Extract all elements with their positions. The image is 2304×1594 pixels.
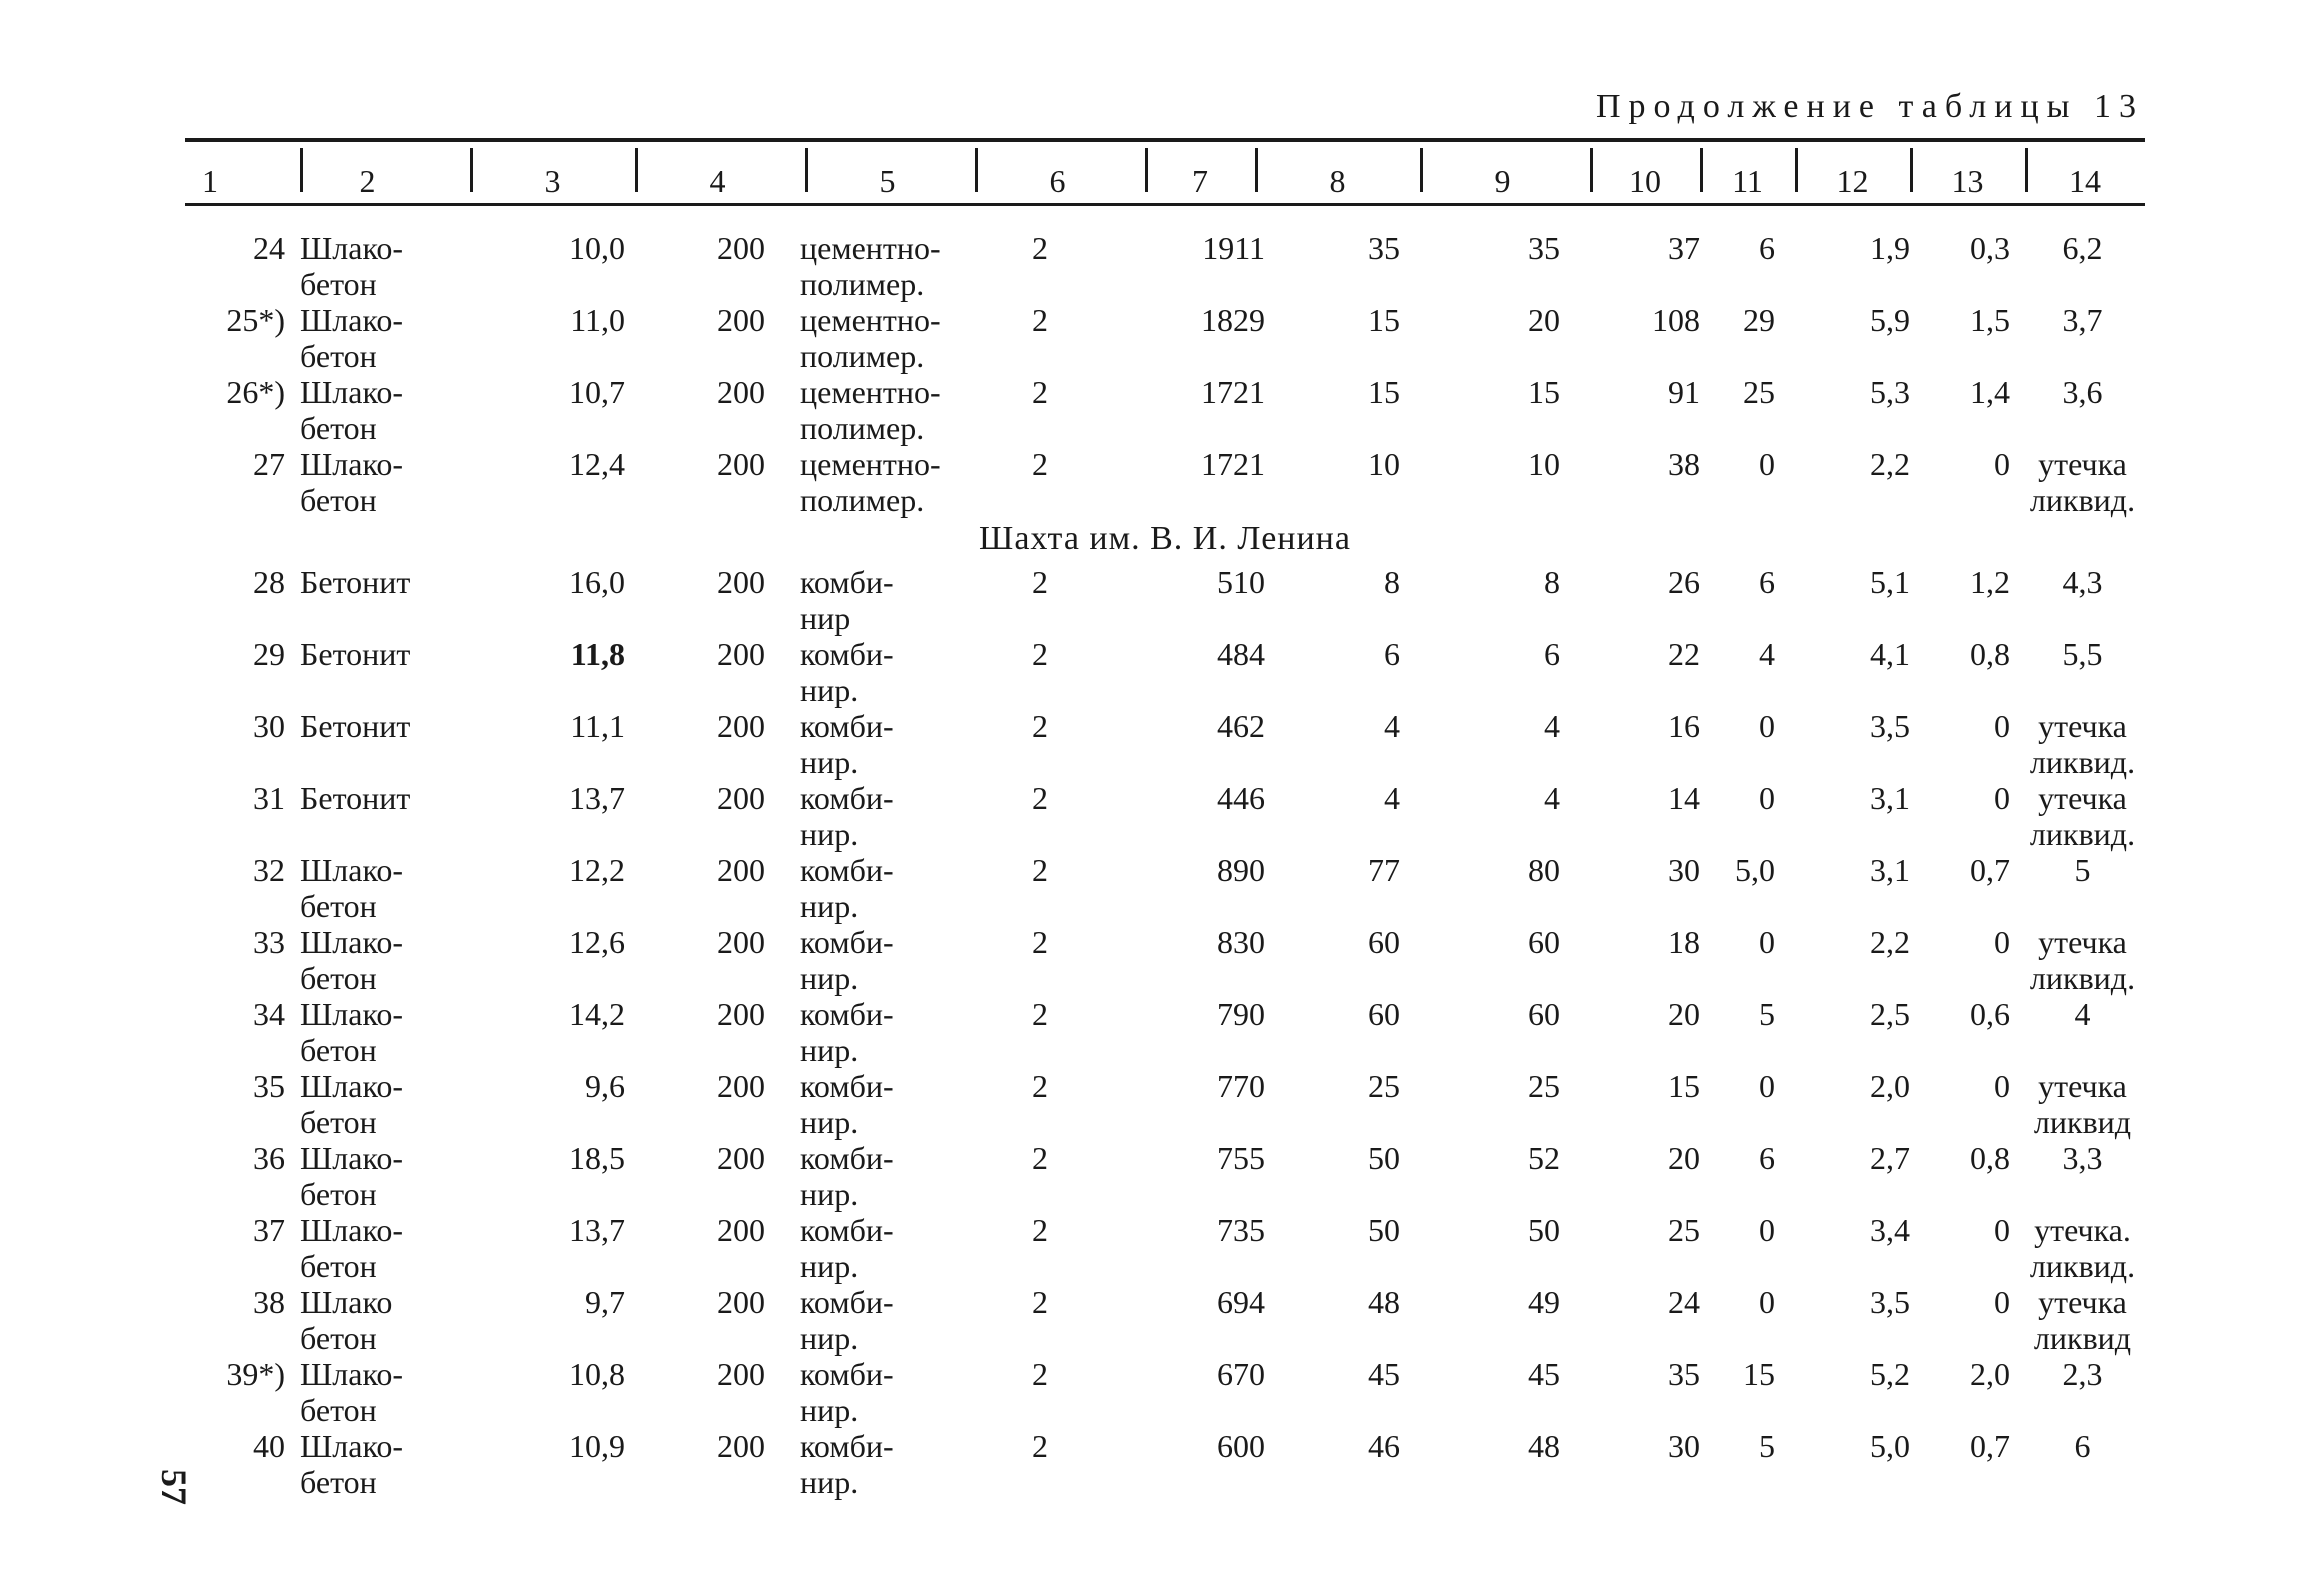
- cell-col-8: 46: [1368, 1428, 1400, 1464]
- header-col-6: 6: [1049, 163, 1066, 199]
- header-col-12: 12: [1836, 163, 1869, 199]
- cell-col-1: 37: [253, 1212, 285, 1248]
- cell-col-8: 50: [1368, 1140, 1400, 1176]
- table-row: [185, 1212, 2145, 1284]
- cell-col-5: комби- нир.: [800, 636, 894, 708]
- cell-col-5: комби- нир.: [800, 780, 894, 852]
- cell-col-1: 26*): [226, 374, 285, 410]
- cell-col-12: 5,0: [1870, 1428, 1910, 1464]
- cell-col-1: 25*): [226, 302, 285, 338]
- cell-col-12: 2,2: [1870, 924, 1910, 960]
- cell-col-4: 200: [717, 230, 765, 266]
- cell-col-11: 0: [1759, 780, 1775, 816]
- cell-col-7: 790: [1217, 996, 1265, 1032]
- cell-col-6: 2: [1032, 924, 1048, 960]
- cell-col-2: Шлако бетон: [300, 1284, 393, 1356]
- cell-col-5: комби- нир.: [800, 852, 894, 924]
- table-row: [185, 1284, 2145, 1356]
- cell-col-2: Шлако- бетон: [300, 446, 404, 518]
- cell-col-4: 200: [717, 1428, 765, 1464]
- cell-col-4: 200: [717, 446, 765, 482]
- cell-col-9: 52: [1528, 1140, 1560, 1176]
- cell-col-6: 2: [1032, 564, 1048, 600]
- cell-col-5: комби- нир: [800, 564, 894, 636]
- cell-col-6: 2: [1032, 708, 1048, 744]
- cell-col-8: 48: [1368, 1284, 1400, 1320]
- table-row: [185, 996, 2145, 1068]
- cell-col-10: 35: [1668, 1356, 1700, 1392]
- cell-col-13: 0,6: [1970, 996, 2010, 1032]
- cell-col-6: 2: [1032, 1068, 1048, 1104]
- cell-col-9: 60: [1528, 996, 1560, 1032]
- cell-col-12: 2,2: [1870, 446, 1910, 482]
- cell-col-14: 4: [2074, 996, 2091, 1032]
- cell-col-8: 8: [1384, 564, 1400, 600]
- cell-col-6: 2: [1032, 1212, 1048, 1248]
- cell-col-11: 15: [1743, 1356, 1775, 1392]
- cell-col-1: 27: [253, 446, 285, 482]
- cell-col-6: 2: [1032, 302, 1048, 338]
- cell-col-8: 60: [1368, 996, 1400, 1032]
- cell-col-12: 3,4: [1870, 1212, 1910, 1248]
- cell-col-3: 13,7: [569, 1212, 625, 1248]
- cell-col-4: 200: [717, 636, 765, 672]
- cell-col-11: 0: [1759, 924, 1775, 960]
- cell-col-14: 6,2: [2062, 230, 2103, 266]
- cell-col-8: 4: [1384, 780, 1400, 816]
- cell-col-13: 1,5: [1970, 302, 2010, 338]
- cell-col-13: 0: [1994, 1212, 2010, 1248]
- cell-col-12: 5,3: [1870, 374, 1910, 410]
- cell-col-9: 48: [1528, 1428, 1560, 1464]
- cell-col-12: 5,2: [1870, 1356, 1910, 1392]
- cell-col-12: 3,5: [1870, 708, 1910, 744]
- cell-col-13: 0,8: [1970, 1140, 2010, 1176]
- cell-col-12: 5,9: [1870, 302, 1910, 338]
- table-row: [185, 852, 2145, 924]
- cell-col-8: 50: [1368, 1212, 1400, 1248]
- table-caption: Продолжение таблицы 13: [1595, 88, 2144, 125]
- cell-col-9: 10: [1528, 446, 1560, 482]
- cell-col-5: комби- нир.: [800, 924, 894, 996]
- cell-col-7: 446: [1217, 780, 1265, 816]
- cell-col-3: 13,7: [569, 780, 625, 816]
- cell-col-1: 31: [253, 780, 285, 816]
- cell-col-10: 24: [1668, 1284, 1700, 1320]
- cell-col-11: 6: [1759, 564, 1775, 600]
- cell-col-13: 0,8: [1970, 636, 2010, 672]
- cell-col-3: 10,0: [569, 230, 625, 266]
- cell-col-7: 1721: [1201, 374, 1265, 410]
- cell-col-14: утечка ликвид.: [2029, 924, 2136, 996]
- cell-col-3: 16,0: [569, 564, 625, 600]
- header-col-4: 4: [709, 163, 726, 199]
- cell-col-11: 6: [1759, 230, 1775, 266]
- cell-col-14: утечка ликвид.: [2029, 446, 2136, 518]
- cell-col-13: 0,3: [1970, 230, 2010, 266]
- table-row: [185, 924, 2145, 996]
- table-row: [185, 1428, 2145, 1500]
- cell-col-10: 18: [1668, 924, 1700, 960]
- cell-col-12: 2,7: [1870, 1140, 1910, 1176]
- cell-col-13: 0: [1994, 924, 2010, 960]
- cell-col-2: Шлако- бетон: [300, 1212, 404, 1284]
- cell-col-10: 14: [1668, 780, 1700, 816]
- cell-col-4: 200: [717, 708, 765, 744]
- cell-col-3: 11,0: [570, 302, 625, 338]
- table-header: [185, 142, 2145, 203]
- cell-col-9: 25: [1528, 1068, 1560, 1104]
- cell-col-10: 91: [1668, 374, 1700, 410]
- cell-col-5: комби- нир.: [800, 1140, 894, 1212]
- section-title: Шахта им. В. И. Ленина: [979, 520, 1351, 557]
- cell-col-5: комби- нир.: [800, 1428, 894, 1500]
- cell-col-10: 38: [1668, 446, 1700, 482]
- cell-col-2: Бетонит: [300, 636, 411, 672]
- cell-col-12: 3,1: [1870, 852, 1910, 888]
- cell-col-1: 29: [253, 636, 285, 672]
- cell-col-7: 484: [1217, 636, 1265, 672]
- cell-col-4: 200: [717, 852, 765, 888]
- cell-col-9: 80: [1528, 852, 1560, 888]
- cell-col-9: 6: [1544, 636, 1560, 672]
- cell-col-11: 0: [1759, 708, 1775, 744]
- cell-col-6: 2: [1032, 1140, 1048, 1176]
- cell-col-10: 20: [1668, 1140, 1700, 1176]
- table-row: [185, 230, 2145, 302]
- cell-col-10: 30: [1668, 1428, 1700, 1464]
- cell-col-12: 4,1: [1870, 636, 1910, 672]
- header-col-2: 2: [359, 163, 376, 199]
- table-row: [185, 374, 2145, 446]
- header-col-3: 3: [544, 163, 561, 199]
- cell-col-4: 200: [717, 1140, 765, 1176]
- cell-col-6: 2: [1032, 1428, 1048, 1464]
- cell-col-11: 29: [1743, 302, 1775, 338]
- cell-col-13: 2,0: [1970, 1356, 2010, 1392]
- cell-col-5: цементно- полимер.: [800, 302, 941, 374]
- cell-col-5: комби- нир.: [800, 996, 894, 1068]
- cell-col-7: 1911: [1202, 230, 1265, 266]
- cell-col-1: 30: [253, 708, 285, 744]
- cell-col-4: 200: [717, 1356, 765, 1392]
- cell-col-11: 5: [1759, 1428, 1775, 1464]
- cell-col-1: 24: [253, 230, 285, 266]
- cell-col-5: цементно- полимер.: [800, 230, 941, 302]
- cell-col-10: 15: [1668, 1068, 1700, 1104]
- cell-col-9: 4: [1544, 708, 1560, 744]
- table-row: [185, 708, 2145, 780]
- cell-col-6: 2: [1032, 446, 1048, 482]
- cell-col-13: 0: [1994, 1284, 2010, 1320]
- cell-col-11: 0: [1759, 1068, 1775, 1104]
- cell-col-9: 20: [1528, 302, 1560, 338]
- cell-col-4: 200: [717, 924, 765, 960]
- cell-col-13: 0: [1994, 446, 2010, 482]
- cell-col-3: 14,2: [569, 996, 625, 1032]
- table-row: [185, 302, 2145, 374]
- cell-col-11: 0: [1759, 1212, 1775, 1248]
- cell-col-1: 32: [253, 852, 285, 888]
- cell-col-14: 5,5: [2062, 636, 2103, 672]
- table-row: [185, 1140, 2145, 1212]
- cell-col-2: Шлако- бетон: [300, 852, 404, 924]
- cell-col-4: 200: [717, 1284, 765, 1320]
- cell-col-7: 670: [1217, 1356, 1265, 1392]
- cell-col-1: 35: [253, 1068, 285, 1104]
- cell-col-8: 15: [1368, 302, 1400, 338]
- cell-col-7: 755: [1217, 1140, 1265, 1176]
- cell-col-9: 4: [1544, 780, 1560, 816]
- cell-col-10: 108: [1652, 302, 1700, 338]
- cell-col-3: 11,1: [570, 708, 625, 744]
- header-col-5: 5: [879, 163, 896, 199]
- table-row: [185, 564, 2145, 636]
- cell-col-8: 25: [1368, 1068, 1400, 1104]
- cell-col-3: 11,8: [570, 636, 625, 672]
- table-row: [185, 446, 2145, 518]
- cell-col-5: цементно- полимер.: [800, 374, 941, 446]
- cell-col-2: Бетонит: [300, 780, 411, 816]
- cell-col-11: 25: [1743, 374, 1775, 410]
- cell-col-6: 2: [1032, 230, 1048, 266]
- cell-col-2: Шлако- бетон: [300, 374, 404, 446]
- cell-col-14: 2,3: [2062, 1356, 2103, 1392]
- cell-col-3: 12,6: [569, 924, 625, 960]
- cell-col-14: 3,6: [2062, 374, 2103, 410]
- cell-col-13: 0: [1994, 780, 2010, 816]
- cell-col-9: 60: [1528, 924, 1560, 960]
- cell-col-3: 9,6: [585, 1068, 625, 1104]
- cell-col-13: 1,4: [1970, 374, 2010, 410]
- cell-col-9: 8: [1544, 564, 1560, 600]
- cell-col-12: 1,9: [1870, 230, 1910, 266]
- cell-col-2: Бетонит: [300, 564, 411, 600]
- cell-col-1: 28: [253, 564, 285, 600]
- header-col-7: 7: [1192, 163, 1208, 199]
- cell-col-14: утечка ликвид.: [2029, 780, 2136, 852]
- header-col-1: 1: [202, 163, 218, 199]
- cell-col-3: 12,2: [569, 852, 625, 888]
- cell-col-10: 30: [1668, 852, 1700, 888]
- cell-col-5: комби- нир.: [800, 1212, 894, 1284]
- cell-col-7: 600: [1217, 1428, 1265, 1464]
- cell-col-9: 15: [1528, 374, 1560, 410]
- cell-col-9: 45: [1528, 1356, 1560, 1392]
- cell-col-6: 2: [1032, 996, 1048, 1032]
- cell-col-10: 22: [1668, 636, 1700, 672]
- cell-col-4: 200: [717, 374, 765, 410]
- header-col-11: 11: [1732, 163, 1763, 199]
- cell-col-13: 0,7: [1970, 1428, 2010, 1464]
- cell-col-1: 39*): [226, 1356, 285, 1392]
- cell-col-8: 45: [1368, 1356, 1400, 1392]
- cell-col-2: Шлако- бетон: [300, 924, 404, 996]
- cell-col-6: 2: [1032, 780, 1048, 816]
- cell-col-5: комби- нир.: [800, 1068, 894, 1140]
- header-col-8: 8: [1329, 163, 1346, 199]
- cell-col-11: 5,0: [1735, 852, 1775, 888]
- cell-col-6: 2: [1032, 1356, 1048, 1392]
- cell-col-8: 35: [1368, 230, 1400, 266]
- cell-col-10: 26: [1668, 564, 1700, 600]
- cell-col-9: 49: [1528, 1284, 1560, 1320]
- cell-col-10: 37: [1668, 230, 1700, 266]
- cell-col-3: 10,8: [569, 1356, 625, 1392]
- cell-col-4: 200: [717, 780, 765, 816]
- cell-col-14: 3,3: [2062, 1140, 2103, 1176]
- cell-col-12: 2,0: [1870, 1068, 1910, 1104]
- cell-col-8: 15: [1368, 374, 1400, 410]
- cell-col-2: Шлако- бетон: [300, 230, 404, 302]
- cell-col-8: 6: [1384, 636, 1400, 672]
- cell-col-7: 770: [1217, 1068, 1265, 1104]
- cell-col-11: 0: [1759, 1284, 1775, 1320]
- cell-col-12: 2,5: [1870, 996, 1910, 1032]
- cell-col-3: 10,9: [569, 1428, 625, 1464]
- cell-col-4: 200: [717, 1068, 765, 1104]
- cell-col-7: 694: [1217, 1284, 1265, 1320]
- cell-col-11: 6: [1759, 1140, 1775, 1176]
- cell-col-6: 2: [1032, 374, 1048, 410]
- cell-col-11: 0: [1759, 446, 1775, 482]
- cell-col-1: 34: [253, 996, 285, 1032]
- cell-col-3: 12,4: [569, 446, 625, 482]
- cell-col-14: 3,7: [2062, 302, 2103, 338]
- cell-col-14: утечка ликвид: [2033, 1068, 2132, 1140]
- cell-col-6: 2: [1032, 852, 1048, 888]
- cell-col-8: 4: [1384, 708, 1400, 744]
- table-row: [185, 636, 2145, 708]
- cell-col-14: утечка ликвид.: [2029, 708, 2136, 780]
- cell-col-5: цементно- полимер.: [800, 446, 941, 518]
- cell-col-12: 5,1: [1870, 564, 1910, 600]
- cell-col-4: 200: [717, 302, 765, 338]
- cell-col-12: 3,5: [1870, 1284, 1910, 1320]
- cell-col-10: 25: [1668, 1212, 1700, 1248]
- cell-col-6: 2: [1032, 1284, 1048, 1320]
- cell-col-1: 33: [253, 924, 285, 960]
- cell-col-2: Шлако- бетон: [300, 302, 404, 374]
- cell-col-4: 200: [717, 564, 765, 600]
- cell-col-5: комби- нир.: [800, 1284, 894, 1356]
- cell-col-13: 0: [1994, 1068, 2010, 1104]
- cell-col-10: 16: [1668, 708, 1700, 744]
- page-number: 57: [154, 1469, 194, 1505]
- cell-col-2: Шлако- бетон: [300, 1140, 404, 1212]
- cell-col-7: 462: [1217, 708, 1265, 744]
- table-row: [185, 1068, 2145, 1140]
- cell-col-14: 5: [2074, 852, 2091, 888]
- cell-col-11: 4: [1759, 636, 1775, 672]
- cell-col-8: 60: [1368, 924, 1400, 960]
- cell-col-2: Шлако- бетон: [300, 996, 404, 1068]
- cell-col-3: 9,7: [585, 1284, 625, 1320]
- cell-col-1: 36: [253, 1140, 285, 1176]
- cell-col-13: 1,2: [1970, 564, 2010, 600]
- header-col-10: 10: [1629, 163, 1661, 199]
- cell-col-2: Шлако- бетон: [300, 1068, 404, 1140]
- cell-col-11: 5: [1759, 996, 1775, 1032]
- cell-col-7: 830: [1217, 924, 1265, 960]
- cell-col-13: 0,7: [1970, 852, 2010, 888]
- cell-col-2: Шлако- бетон: [300, 1356, 404, 1428]
- cell-col-2: Шлако- бетон: [300, 1428, 404, 1500]
- header-bottom-rule: [185, 203, 2145, 206]
- cell-col-12: 3,1: [1870, 780, 1910, 816]
- cell-col-7: 510: [1217, 564, 1265, 600]
- cell-col-7: 1721: [1201, 446, 1265, 482]
- cell-col-7: 1829: [1201, 302, 1265, 338]
- cell-col-14: 4,3: [2062, 564, 2103, 600]
- cell-col-8: 77: [1368, 852, 1400, 888]
- cell-col-3: 10,7: [569, 374, 625, 410]
- cell-col-7: 890: [1217, 852, 1265, 888]
- cell-col-3: 18,5: [569, 1140, 625, 1176]
- cell-col-5: комби- нир.: [800, 708, 894, 780]
- cell-col-1: 40: [253, 1428, 285, 1464]
- cell-col-13: 0: [1994, 708, 2010, 744]
- cell-col-5: комби- нир.: [800, 1356, 894, 1428]
- header-col-13: 13: [1951, 163, 1984, 199]
- cell-col-14: утечка ликвид: [2033, 1284, 2132, 1356]
- cell-col-9: 35: [1528, 230, 1560, 266]
- cell-col-6: 2: [1032, 636, 1048, 672]
- cell-col-10: 20: [1668, 996, 1700, 1032]
- header-col-14: 14: [2069, 163, 2101, 199]
- header-col-9: 9: [1494, 163, 1511, 199]
- cell-col-4: 200: [717, 996, 765, 1032]
- cell-col-8: 10: [1368, 446, 1400, 482]
- cell-col-1: 38: [253, 1284, 285, 1320]
- cell-col-2: Бетонит: [300, 708, 411, 744]
- cell-col-4: 200: [717, 1212, 765, 1248]
- cell-col-14: утечка. ликвид.: [2029, 1212, 2136, 1284]
- cell-col-7: 735: [1217, 1212, 1265, 1248]
- cell-col-9: 50: [1528, 1212, 1560, 1248]
- table-row: [185, 1356, 2145, 1428]
- cell-col-14: 6: [2074, 1428, 2091, 1464]
- table-row: [185, 780, 2145, 852]
